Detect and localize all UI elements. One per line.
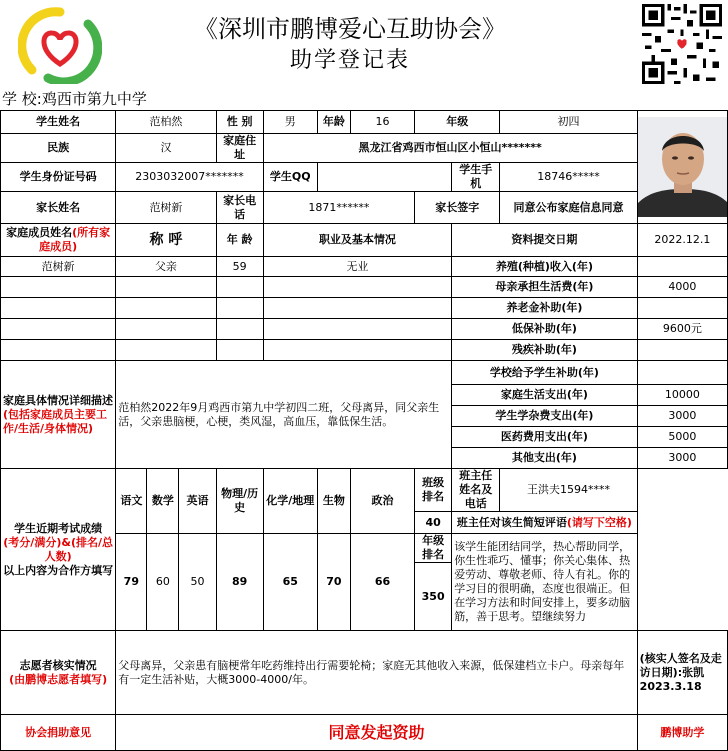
teacher-comment-label: 班主任对该生简短评语: [456, 515, 567, 529]
student-photo: [637, 111, 727, 224]
family-empty-cell[interactable]: [216, 319, 263, 340]
address-value[interactable]: 黑龙江省鸡西市恒山区小恒山*******: [263, 134, 637, 163]
tuition-value[interactable]: 3000: [637, 406, 727, 427]
label-address: 家庭住址: [216, 134, 263, 163]
family-empty-cell[interactable]: [263, 277, 451, 298]
disability-value[interactable]: [637, 340, 727, 361]
other-expense-value[interactable]: 3000: [637, 448, 727, 469]
class-rank-value[interactable]: 40: [415, 512, 452, 534]
label-mother-support: 母亲承担生活费(年): [452, 277, 637, 298]
registration-form: [0, 110, 728, 751]
age-value[interactable]: 16: [350, 111, 414, 134]
teacher-comment-value[interactable]: 该学生能团结同学，热心帮助同学，你生性乖巧、懂事；你关心集体、热爱劳动、尊敬老师、待人有礼。你的学习目的很明确，态度也很端正。但在学习方法和时间安排上，要多动脑筋，善于思考。望继续努力: [452, 534, 637, 631]
medical-value[interactable]: 5000: [637, 427, 727, 448]
subject-header: 化学/地理: [263, 469, 317, 534]
subject-header: 语文: [116, 469, 147, 534]
consent-text[interactable]: 同意公布家庭信息同意: [500, 192, 637, 224]
label-student-name: 学生姓名: [1, 111, 116, 134]
label-teacher: 班主任姓名及电话: [452, 469, 500, 512]
volunteer-hint: (由鹏博志愿者填写): [9, 672, 108, 686]
label-family-desc: [1, 361, 116, 469]
score-cell[interactable]: 50: [179, 534, 216, 631]
school-name: 学 校:鸡西市第九中学: [2, 90, 147, 108]
id-number-value[interactable]: 2303032007*******: [116, 163, 263, 192]
exams-hint: (考分/满分)&(排名/总人数): [3, 535, 113, 563]
label-member-age: 年 龄: [216, 224, 263, 257]
label-exams: [1, 469, 116, 631]
qq-value[interactable]: [317, 163, 451, 192]
label-occupation: 职业及基本情况: [263, 224, 451, 257]
family-empty-cell[interactable]: [116, 340, 216, 361]
association-decision[interactable]: 同意发起资助: [116, 715, 637, 751]
label-other-expense: 其他支出(年): [452, 448, 637, 469]
family-desc-hint: (包括家庭成员主要工作/生活/身体情况): [3, 407, 108, 435]
family-row: [1, 257, 728, 277]
label-association: 协会捐助意见: [1, 715, 116, 751]
parent-name-value[interactable]: 范树新: [116, 192, 216, 224]
label-phone: 学生手机: [452, 163, 500, 192]
family-empty-cell[interactable]: [263, 319, 451, 340]
family-description-value[interactable]: 范柏然2022年9月鸡西市第九中学初四二班，父母离异，同父亲生活，父亲患脑梗，心梗，类风湿，高血压，靠低保生活。: [116, 361, 452, 469]
subject-header: 英语: [179, 469, 216, 534]
label-grade-rank: 年级排名: [415, 534, 452, 563]
family-member-relation[interactable]: 父亲: [116, 257, 216, 277]
family-empty-cell[interactable]: [263, 340, 451, 361]
student-photo-image: [638, 117, 728, 217]
family-member-age[interactable]: 59: [216, 257, 263, 277]
family-row: [1, 277, 728, 298]
family-empty-cell[interactable]: [216, 277, 263, 298]
family-row: [1, 298, 728, 319]
form-title: 《深圳市鹏博爱心互助协会》: [194, 15, 506, 43]
family-empty-cell[interactable]: [116, 298, 216, 319]
verifier-signature[interactable]: (核实人签名及走访日期):张凯 2023.3.18: [637, 631, 727, 715]
family-empty-cell[interactable]: [1, 277, 116, 298]
family-empty-cell[interactable]: [216, 340, 263, 361]
family-empty-cell[interactable]: [1, 319, 116, 340]
label-class-rank: 班级排名: [415, 469, 452, 512]
label-qq: 学生QQ: [263, 163, 317, 192]
label-subsistence: 低保补助(年): [452, 319, 637, 340]
label-ethnicity: 民族: [1, 134, 116, 163]
label-parent-name: 家长姓名: [1, 192, 116, 224]
score-cell[interactable]: 66: [350, 534, 414, 631]
score-cell[interactable]: 60: [147, 534, 179, 631]
brand-label: 鹏博助学: [637, 715, 727, 751]
volunteer-text[interactable]: 父母离异，父亲患有脑梗常年吃药维持出行需要轮椅；家庭无其他收入来源，低保建档立卡户。母亲每年有一定生活补贴，大概3000-4000/年。: [116, 631, 637, 715]
label-teacher-comment: [452, 512, 637, 534]
farming-income-value[interactable]: [637, 257, 727, 277]
family-empty-cell[interactable]: [116, 277, 216, 298]
label-tuition: 学生学杂费支出(年): [452, 406, 637, 427]
family-empty-cell[interactable]: [1, 298, 116, 319]
family-empty-cell[interactable]: [263, 298, 451, 319]
label-pension: 养老金补助(年): [452, 298, 637, 319]
family-empty-cell[interactable]: [216, 298, 263, 319]
score-cell[interactable]: 89: [216, 534, 263, 631]
label-medical: 医药费用支出(年): [452, 427, 637, 448]
teacher-comment-hint: (请写下空格): [566, 515, 632, 529]
submit-date-value[interactable]: 2022.12.1: [637, 224, 727, 257]
family-member-name[interactable]: 范树新: [1, 257, 116, 277]
form-header: [0, 0, 728, 88]
subject-header: 数学: [147, 469, 179, 534]
label-living-expense: 家庭生活支出(年): [452, 385, 637, 406]
label-volunteer: [1, 631, 116, 715]
teacher-info-value[interactable]: 王洪夫1594****: [500, 469, 637, 512]
subject-header: 生物: [317, 469, 350, 534]
label-school-subsidy: 学校给予学生补助(年): [452, 361, 637, 385]
family-member-occupation[interactable]: 无业: [263, 257, 451, 277]
qr-code-icon[interactable]: [642, 4, 722, 84]
subject-header: 政治: [350, 469, 414, 534]
score-cell[interactable]: 65: [263, 534, 317, 631]
family-empty-cell[interactable]: [116, 319, 216, 340]
family-row: [1, 319, 728, 340]
label-age: 年龄: [317, 111, 350, 134]
label-gender: 性 别: [216, 111, 263, 134]
label-farming-income: 养殖(种植)收入(年): [452, 257, 637, 277]
family-row: [1, 340, 728, 361]
label-grade: 年级: [415, 111, 500, 134]
label-family-members: [1, 224, 116, 257]
parent-phone-value[interactable]: 1871******: [263, 192, 414, 224]
exams-note: 以上内容为合作方填写: [3, 563, 114, 577]
family-members-hint: (所有家庭成员): [39, 226, 111, 253]
label-submit-date: 资料提交日期: [452, 224, 637, 257]
exams-label: 学生近期考试成绩: [14, 521, 103, 535]
mother-support-value[interactable]: 4000: [637, 277, 727, 298]
grade-rank-value[interactable]: 350: [415, 563, 452, 631]
subsistence-value[interactable]: 9600元: [637, 319, 727, 340]
gender-value[interactable]: 男: [263, 111, 317, 134]
volunteer-label: 志愿者核实情况: [19, 658, 97, 672]
grade-value[interactable]: 初四: [500, 111, 637, 134]
school-subsidy-value[interactable]: [637, 361, 727, 385]
heart-logo-icon: [18, 6, 102, 84]
label-id-number: 学生身份证号码: [1, 163, 116, 192]
living-expense-value[interactable]: 10000: [637, 385, 727, 406]
phone-value[interactable]: 18746*****: [500, 163, 637, 192]
pension-value[interactable]: [637, 298, 727, 319]
family-desc-label: 家庭具体情况详细描述: [3, 393, 113, 407]
label-parent-signature: 家长签字: [415, 192, 500, 224]
score-cell[interactable]: 79: [116, 534, 147, 631]
label-parent-phone: 家长电话: [216, 192, 263, 224]
family-empty-cell[interactable]: [1, 340, 116, 361]
student-name-value[interactable]: 范柏然: [116, 111, 216, 134]
form-subtitle: 助学登记表: [289, 48, 410, 73]
label-relation: 称 呼: [116, 224, 216, 257]
score-cell[interactable]: 70: [317, 534, 350, 631]
subject-header: 物理/历史: [216, 469, 263, 534]
label-disability: 残疾补助(年): [452, 340, 637, 361]
family-members-label: 家庭成员姓名: [6, 226, 73, 239]
ethnicity-value[interactable]: 汉: [116, 134, 216, 163]
